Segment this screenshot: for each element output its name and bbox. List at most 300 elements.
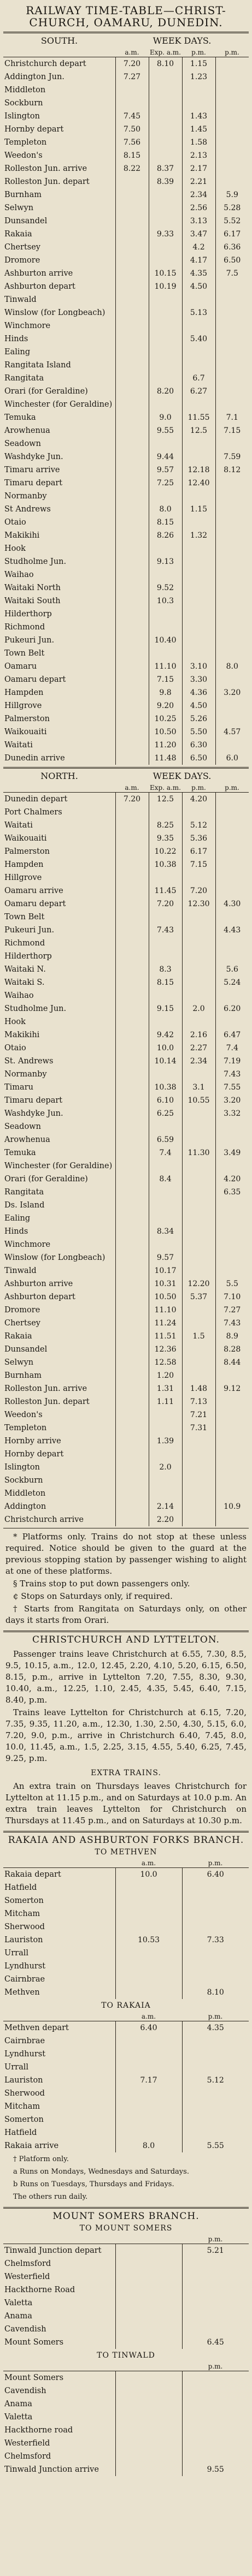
station-name: Cairnbrae [4, 1975, 45, 1984]
time-cell [215, 819, 249, 832]
time-cell: 10.15 [149, 267, 182, 280]
time-column-head [115, 2362, 182, 2371]
station-name: Hillgrove [4, 873, 42, 882]
time-cell [115, 267, 149, 280]
time-cell [115, 477, 149, 490]
time-cell [215, 516, 249, 529]
time-cell [215, 346, 249, 359]
time-cell [182, 568, 215, 581]
time-cell: 1.11 [149, 1395, 182, 1408]
time-cell: 1.43 [182, 110, 215, 123]
table-row [3, 673, 249, 686]
time-cell [115, 950, 149, 963]
time-cell [115, 2411, 182, 2424]
time-cell: 2.34 [182, 1055, 215, 1068]
time-cell: 6.25 [149, 1107, 182, 1120]
time-cell [215, 490, 249, 503]
station-name: Hampden [4, 860, 44, 869]
time-cell [215, 555, 249, 568]
time-cell: 3.20 [215, 1094, 249, 1107]
time-cell: 6.40 [182, 1868, 249, 1882]
title-line-1: RAILWAY TIME-TABLE—CHRIST- [26, 4, 226, 17]
time-cell [115, 871, 149, 884]
time-cell [215, 581, 249, 594]
time-cell: 9.57 [149, 1251, 182, 1264]
time-cell: 6.47 [215, 1028, 249, 1042]
time-cell: 9.20 [149, 699, 182, 712]
time-cell: 10.31 [149, 1277, 182, 1290]
time-cell [182, 1159, 215, 1173]
station-name: Waitati [4, 821, 33, 830]
table-row [3, 2270, 249, 2283]
table-row [3, 2087, 249, 2100]
time-cell: 3.49 [215, 1146, 249, 1159]
station-name: Mount Somers [4, 2373, 64, 2382]
time-cell: 8.39 [149, 175, 182, 188]
time-cell [149, 1421, 182, 1435]
time-column-head: p.m. [182, 2235, 249, 2244]
time-cell [115, 175, 149, 188]
time-cell: 12.36 [149, 1343, 182, 1356]
table-row [3, 2450, 249, 2463]
time-cell [215, 858, 249, 871]
table-row [3, 1068, 249, 1081]
table-row [3, 1290, 249, 1304]
time-cell [115, 963, 149, 976]
station-name: Mitcham [4, 1909, 40, 1918]
time-cell [115, 1002, 149, 1015]
time-cell [149, 123, 182, 136]
table-row [3, 1920, 249, 1934]
time-cell [115, 1081, 149, 1094]
table-row [3, 1081, 249, 1094]
table-row [3, 2424, 249, 2437]
time-cell: 5.28 [215, 201, 249, 215]
time-cell: 7.15 [182, 858, 215, 871]
time-cell [115, 463, 149, 477]
station-name: Orari (for Geraldine) [4, 1175, 88, 1183]
time-cell [115, 1986, 182, 1999]
time-cell [115, 372, 149, 385]
time-cell: 5.12 [182, 2074, 249, 2087]
time-cell [115, 1382, 149, 1395]
table-row [3, 699, 249, 712]
station-name: Town Belt [4, 913, 45, 921]
time-cell: 12.5 [182, 424, 215, 437]
station-name: Cavendish [4, 2387, 46, 2395]
time-cell [115, 437, 149, 450]
station-name: St. Andrews [4, 1057, 54, 1066]
time-cell [215, 97, 249, 110]
time-cell [149, 241, 182, 254]
paragraph: Passenger trains leave Christchurch at 6.55, 7.30, 8.5, 9.5, 10.15, a.m., 12.0, 12.45, 2.20, 4.10, 5.20, 6.15, 6.50, 8.15, p.m., arrive in Lyttelton 7.20, 7.55, 8.30, 9.30, 10.40, a.m., 12.25, 1.10, 2.45, 4.35, 5.45, 6.40, 7.15, 8.40, p.m. [5, 1649, 247, 1705]
time-cell: 6.30 [182, 739, 215, 752]
table-row [3, 1986, 249, 1999]
time-cell [182, 963, 215, 976]
station-name: Somerton [4, 1896, 44, 1905]
north-header [3, 771, 249, 781]
time-cell [115, 1960, 182, 1973]
time-cell [182, 581, 215, 594]
time-cell [115, 1487, 149, 1500]
time-cell: 7.55 [215, 1081, 249, 1094]
table-row [3, 2126, 249, 2139]
time-cell [182, 490, 215, 503]
table-row [3, 845, 249, 858]
station-name: Ealing [4, 348, 31, 356]
time-cell [182, 1120, 215, 1133]
time-cell [149, 70, 182, 84]
table-row [3, 2257, 249, 2270]
time-column-head: a.m. [115, 1859, 182, 1868]
time-cell [115, 1343, 149, 1356]
time-cell [182, 2087, 249, 2100]
time-cell [115, 1907, 182, 1920]
time-cell [115, 542, 149, 555]
station-name: Hilderthorp [4, 952, 52, 961]
table-row [3, 2397, 249, 2411]
station-name: Rangitata Island [4, 361, 71, 370]
table-row [3, 1448, 249, 1461]
station-name: Rolleston Jun. depart [4, 177, 90, 186]
time-cell: 5.21 [182, 2244, 249, 2258]
christchurch-lyttelton-heading: CHRISTCHURCH AND LYTTELTON. [32, 1634, 220, 1645]
time-cell [115, 699, 149, 712]
station-name: Ealing [4, 1214, 31, 1223]
station-name: Dromore [4, 1306, 40, 1314]
time-cell [115, 845, 149, 858]
time-cell [115, 725, 149, 739]
table-row [3, 1015, 249, 1028]
table-row [3, 686, 249, 699]
time-cell: 10.3 [149, 594, 182, 608]
station-name: Timaru depart [4, 1096, 63, 1105]
table-row [3, 1421, 249, 1435]
time-cell: 5.26 [182, 712, 215, 725]
rakaia-notes [0, 2152, 252, 2205]
station-name: Burnham [4, 1371, 42, 1380]
time-cell [215, 712, 249, 725]
station-name: Chelmsford [4, 2452, 51, 2461]
footnote: ¢ Stops on Saturdays only, if required. [13, 1591, 173, 1601]
time-cell [115, 1120, 149, 1133]
time-cell [182, 2450, 249, 2463]
time-cell [182, 2310, 249, 2323]
time-cell [149, 319, 182, 332]
table-row [3, 647, 249, 660]
table-row [3, 70, 249, 84]
time-cell: 8.15 [115, 149, 149, 162]
station-name: Normanby [4, 492, 47, 501]
time-cell [215, 319, 249, 332]
time-cell [215, 1264, 249, 1277]
branch-direction-label: TO RAKAIA [101, 2001, 151, 2010]
time-cell [115, 2283, 182, 2297]
footnote: * Platforms only. Trains do not stop at these unless required. Notice should be given to the guard at the previous stopping station by passenger wishing to alight at one of these platforms. [5, 1532, 247, 1576]
table-row [3, 346, 249, 359]
time-cell [215, 699, 249, 712]
time-cell [149, 1448, 182, 1461]
time-cell: 7.27 [215, 1304, 249, 1317]
time-cell: 5.9 [215, 188, 249, 201]
time-cell: 3.20 [215, 686, 249, 699]
time-cell [182, 647, 215, 660]
footnote: b Runs on Tuesdays, Thursdays and Fridays. [13, 2180, 174, 2188]
time-cell [215, 162, 249, 175]
time-cell: 4.50 [182, 280, 215, 293]
time-cell [215, 634, 249, 647]
time-cell [115, 1277, 149, 1290]
time-cell [215, 542, 249, 555]
time-cell [215, 1487, 249, 1500]
time-cell [115, 450, 149, 463]
station-name: Waikouaiti [4, 834, 47, 843]
station-name: Westerfield [4, 2272, 50, 2281]
time-cell [149, 188, 182, 201]
time-cell: 7.43 [215, 1068, 249, 1081]
table-row [3, 215, 249, 228]
time-cell: 7.45 [115, 110, 149, 123]
station-name: Waitaki N. [4, 965, 46, 974]
time-cell [115, 911, 149, 924]
table-row [3, 280, 249, 293]
time-cell: 6.40 [115, 2021, 182, 2035]
time-cell [182, 1461, 215, 1474]
time-cell [149, 1068, 182, 1081]
time-cell [215, 503, 249, 516]
time-cell: 2.14 [149, 1500, 182, 1513]
south-direction: SOUTH. [40, 35, 78, 46]
time-cell [115, 1395, 149, 1408]
time-cell [215, 1474, 249, 1487]
time-cell [182, 293, 215, 306]
table-row [3, 1395, 249, 1408]
station-name: Methven [4, 1988, 40, 1997]
time-cell [215, 398, 249, 411]
time-column-head: a.m. [115, 783, 149, 793]
time-cell [115, 201, 149, 215]
time-cell [115, 1251, 149, 1264]
time-cell [115, 424, 149, 437]
time-cell [182, 516, 215, 529]
time-cell [182, 1356, 215, 1369]
time-cell [115, 1173, 149, 1186]
time-cell [182, 1173, 215, 1186]
time-cell [182, 346, 215, 359]
table-row [3, 1251, 249, 1264]
station-name: Waihao [4, 991, 34, 1000]
time-cell: 8.25 [149, 819, 182, 832]
time-cell: 2.27 [182, 1042, 215, 1055]
time-cell [115, 924, 149, 937]
time-column-head [115, 2235, 182, 2244]
time-cell [215, 175, 249, 188]
divider [3, 1831, 249, 1833]
time-cell: 5.5 [215, 1277, 249, 1290]
station-name: Mitcham [4, 2102, 40, 2111]
table-row [3, 1408, 249, 1421]
time-cell: 11.55 [182, 411, 215, 424]
table-row [3, 1186, 249, 1199]
time-cell [115, 989, 149, 1002]
station-name: Hook [4, 544, 26, 553]
time-cell [215, 568, 249, 581]
station-name: Studholme Jun. [4, 1004, 67, 1013]
station-name: Dunedin depart [4, 795, 68, 804]
time-cell [115, 346, 149, 359]
time-cell [115, 2371, 182, 2385]
time-cell [115, 1448, 149, 1461]
station-name: Chertsey [4, 1319, 40, 1328]
time-cell [115, 254, 149, 267]
station-name: Lyndhurst [4, 1962, 46, 1971]
time-cell [182, 542, 215, 555]
table-row [3, 1159, 249, 1173]
table-row [3, 1343, 249, 1356]
time-cell [115, 1133, 149, 1146]
time-cell [215, 884, 249, 897]
station-name: Waitaki South [4, 597, 61, 605]
time-cell [115, 1330, 149, 1343]
time-cell [182, 2323, 249, 2336]
time-cell: 10.25 [149, 712, 182, 725]
table-row [3, 2384, 249, 2397]
time-cell: 8.0 [215, 660, 249, 673]
time-cell [149, 911, 182, 924]
time-cell [182, 1107, 215, 1120]
time-cell: 12.30 [182, 897, 215, 911]
time-cell: 5.13 [182, 306, 215, 319]
time-cell: 9.55 [149, 424, 182, 437]
time-cell [182, 2437, 249, 2450]
table-row [3, 1881, 249, 1894]
table-row [3, 516, 249, 529]
time-cell [215, 1159, 249, 1173]
time-cell [215, 149, 249, 162]
time-cell [215, 1212, 249, 1225]
time-cell: 11.10 [149, 1304, 182, 1317]
time-cell [182, 1907, 249, 1920]
time-cell [215, 845, 249, 858]
table-row [3, 1277, 249, 1290]
time-cell [115, 84, 149, 97]
time-cell: 11.20 [149, 739, 182, 752]
time-cell [149, 1199, 182, 1212]
time-cell [115, 2450, 182, 2463]
time-cell [215, 806, 249, 819]
time-cell [182, 1947, 249, 1960]
time-cell [115, 1186, 149, 1199]
time-cell [115, 2034, 182, 2048]
table-row [3, 1120, 249, 1133]
time-cell [115, 1264, 149, 1277]
table-row [3, 1238, 249, 1251]
time-cell [115, 2113, 182, 2126]
time-cell [215, 70, 249, 84]
table-row [3, 1461, 249, 1474]
station-name: Timaru arrive [4, 466, 60, 474]
station-name: Anama [4, 2312, 32, 2321]
time-cell: 5.24 [215, 976, 249, 989]
time-cell [149, 568, 182, 581]
time-cell [215, 293, 249, 306]
time-cell: 10.50 [149, 725, 182, 739]
time-cell [215, 123, 249, 136]
time-cell: 7.20 [115, 793, 149, 806]
station-name: Ds. Island [4, 1201, 45, 1210]
time-cell: 4.35 [182, 267, 215, 280]
station-name: Arowhenua [4, 1135, 50, 1144]
table-row [3, 136, 249, 149]
time-cell: 7.13 [182, 1395, 215, 1408]
time-cell [115, 1094, 149, 1107]
time-cell: 11.45 [149, 884, 182, 897]
time-cell: 4.30 [215, 897, 249, 911]
station-name: Hornby depart [4, 125, 64, 134]
time-cell [215, 1133, 249, 1146]
time-cell [182, 806, 215, 819]
branch-timetable [3, 2235, 249, 2349]
table-row [3, 963, 249, 976]
station-name: Cavendish [4, 2325, 46, 2334]
time-column-head: p.m. [215, 783, 249, 793]
station-column-head [3, 2235, 115, 2244]
time-cell: 6.50 [182, 752, 215, 765]
time-cell [215, 437, 249, 450]
time-cell [149, 332, 182, 346]
table-row [3, 871, 249, 884]
time-cell [215, 306, 249, 319]
station-name: Hackthorne road [4, 2426, 73, 2435]
time-cell: 3.13 [182, 215, 215, 228]
time-cell [182, 1369, 215, 1382]
time-cell: 7.4 [215, 1042, 249, 1055]
time-cell [115, 884, 149, 897]
table-row [3, 477, 249, 490]
time-cell [182, 1881, 249, 1894]
table-row [3, 1042, 249, 1055]
time-cell [182, 2424, 249, 2437]
station-name: Washdyke Jun. [4, 1109, 63, 1118]
time-cell [182, 1225, 215, 1238]
time-column-head: a.m. [115, 48, 149, 57]
table-row [3, 725, 249, 739]
time-cell [115, 621, 149, 634]
table-row [3, 293, 249, 306]
station-name: Addington [4, 1502, 46, 1511]
time-cell [215, 359, 249, 372]
time-cell [115, 1500, 149, 1513]
station-name: Westerfield [4, 2439, 50, 2448]
time-column-head: p.m. [215, 48, 249, 57]
time-cell [182, 594, 215, 608]
station-name: Dunsandel [4, 1345, 48, 1354]
time-cell [115, 1212, 149, 1225]
time-cell [115, 819, 149, 832]
table-row [3, 1474, 249, 1487]
time-cell [149, 84, 182, 97]
station-name: Lauriston [4, 1936, 43, 1944]
time-cell [182, 1317, 215, 1330]
time-cell: 7.43 [149, 924, 182, 937]
table-row [3, 924, 249, 937]
time-cell [149, 937, 182, 950]
table-row [3, 2021, 249, 2035]
station-name: Rolleston Jun. depart [4, 1397, 90, 1406]
table-row [3, 372, 249, 385]
station-name: Oamaru depart [4, 675, 66, 684]
time-cell [215, 1369, 249, 1382]
